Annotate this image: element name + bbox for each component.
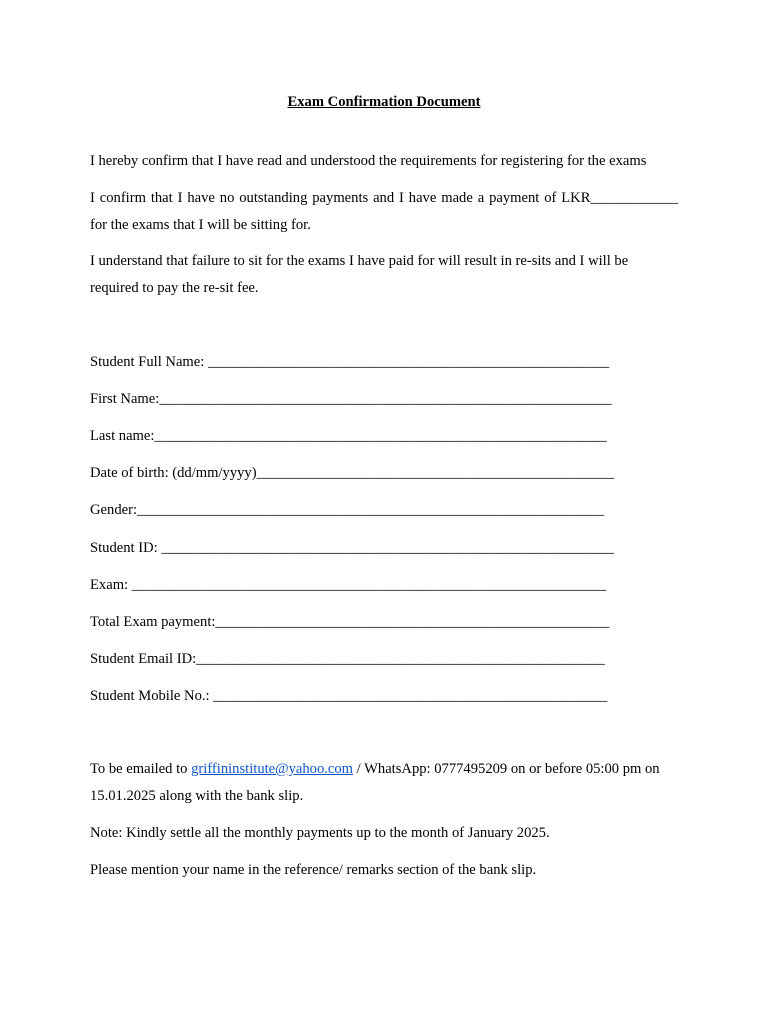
field-student-mobile-no: Student Mobile No.: ______________________________________________________ [90, 688, 608, 704]
field-student-full-name: Student Full Name: _______________________________________________________ [90, 354, 610, 370]
document-page [90, 0, 678, 1024]
email-prefix-text: To be emailed to [90, 761, 192, 777]
payment-note: Note: Kindly settle all the monthly payments up to the month of January 2025. [90, 825, 550, 841]
field-first-name: First Name:______________________________________________________________ [90, 391, 612, 407]
field-total-exam-payment: Total Exam payment:______________________________________________________ [90, 614, 610, 630]
confirmation-paragraph-2: I confirm that I have no outstanding payments and I have made a payment of LKR____________ for the exams that I will be sitting for. [90, 190, 678, 233]
email-link[interactable]: griffininstitute@yahoo.com [191, 761, 354, 777]
field-student-id: Student ID: ______________________________________________________________ [90, 540, 614, 556]
field-gender: Gender:________________________________________________________________ [90, 502, 605, 518]
confirmation-paragraph-3: I understand that failure to sit for the exams I have paid for will result in re-sits and I will be required to pay the re-sit fee. [90, 253, 629, 296]
email-suffix-text: / WhatsApp: 0777495209 on or before 05:00 pm on 15.01.2025 along with the bank slip. [90, 761, 660, 804]
field-student-email-id: Student Email ID:________________________________________________________ [90, 651, 605, 667]
document-title: Exam Confirmation Document [287, 94, 481, 110]
submission-instructions [90, 756, 678, 810]
field-date-of-birth: Date of birth: (dd/mm/yyyy)_________________________________________________ [90, 465, 615, 481]
bank-slip-reference-note: Please mention your name in the reference/ remarks section of the bank slip. [90, 862, 537, 878]
field-last-name: Last name:______________________________________________________________ [90, 428, 607, 444]
field-exam: Exam: _________________________________________________________________ [90, 577, 607, 593]
confirmation-paragraph-1: I hereby confirm that I have read and understood the requirements for registering for the exams [90, 153, 647, 169]
